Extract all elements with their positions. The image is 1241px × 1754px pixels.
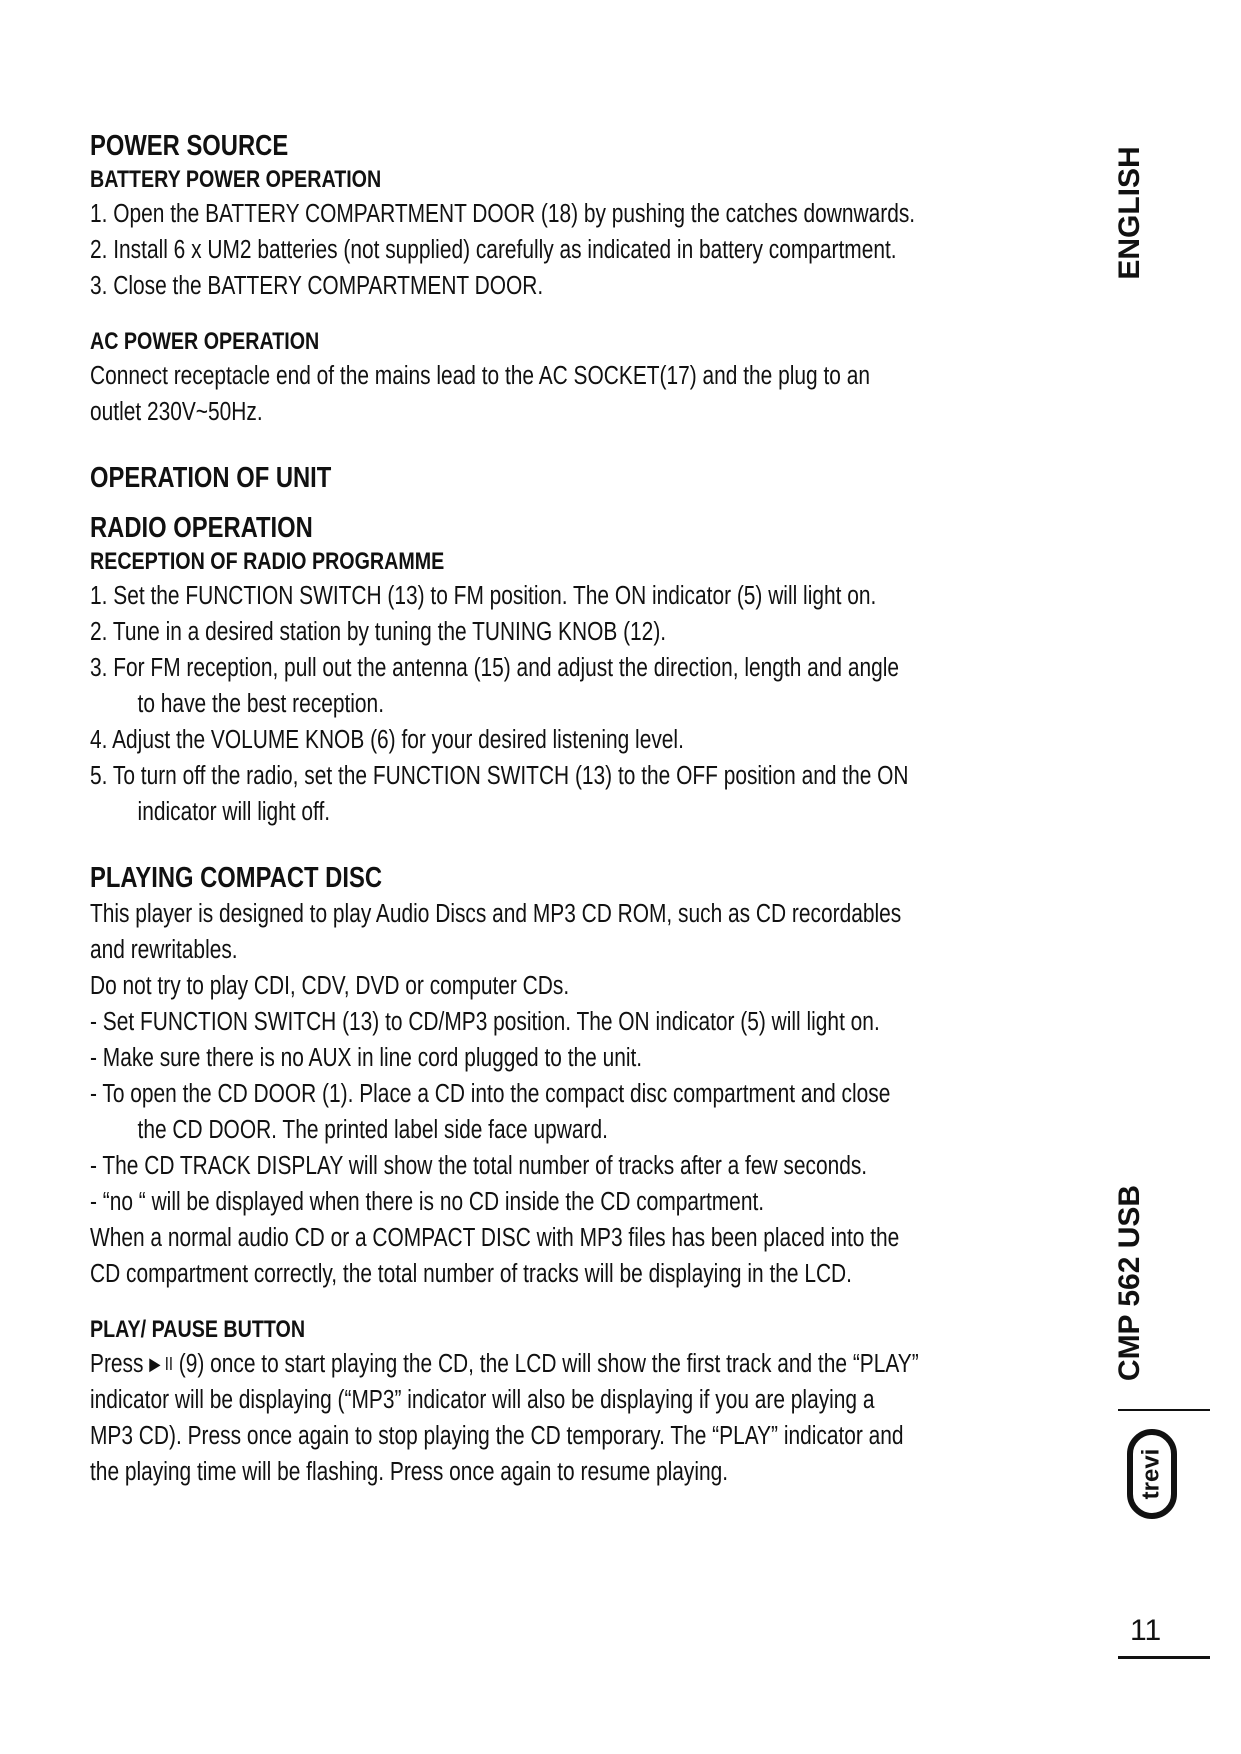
list-item: 1. Open the BATTERY COMPARTMENT DOOR (18) by pushing the catches downwards.: [90, 200, 916, 228]
language-tab: [1112, 148, 1148, 278]
list-item: 4. Adjust the VOLUME KNOB (6) for your desired listening level.: [90, 726, 684, 754]
list-item-continuation: indicator will light off.: [137, 798, 331, 826]
brand-logo: [1126, 1428, 1178, 1520]
list-item: - Set FUNCTION SWITCH (13) to CD/MP3 position. The ON indicator (5) will light on.: [90, 1008, 880, 1036]
press-word: Press: [90, 1350, 144, 1378]
model-tab: [1112, 1178, 1148, 1388]
list-item: 3. Close the BATTERY COMPARTMENT DOOR.: [90, 272, 544, 300]
list-item: 2. Tune in a desired station by tuning the TUNING KNOB (12).: [90, 618, 667, 646]
paragraph-line: CD compartment correctly, the total number of tracks will be displaying in the LCD.: [90, 1260, 852, 1288]
press-rest: (9) once to start playing the CD, the LCD will show the first track and the “PLAY”: [178, 1350, 919, 1378]
heading-power-source: POWER SOURCE: [90, 130, 289, 162]
paragraph-line: outlet 230V~50Hz.: [90, 398, 263, 426]
paragraph-line: When a normal audio CD or a COMPACT DISC with MP3 files has been placed into the: [90, 1224, 900, 1252]
page-number: 11: [1130, 1614, 1162, 1647]
list-item-continuation: the CD DOOR. The printed label side face upward.: [137, 1116, 608, 1144]
list-item-continuation: to have the best reception.: [137, 690, 385, 718]
divider: [1118, 1409, 1210, 1411]
list-item: 1. Set the FUNCTION SWITCH (13) to FM position. The ON indicator (5) will light on.: [90, 582, 877, 610]
list-item: - To open the CD DOOR (1). Place a CD into the compact disc compartment and close: [90, 1080, 891, 1108]
heading-ac-power: AC POWER OPERATION: [90, 328, 320, 355]
list-item: 3. For FM reception, pull out the antenna (15) and adjust the direction, length and angle: [90, 654, 900, 682]
paragraph-line: MP3 CD). Press once again to stop playing the CD temporary. The “PLAY” indicator and: [90, 1422, 904, 1450]
trevi-logo-icon: [1126, 1428, 1178, 1520]
list-item: - “no “ will be displayed when there is no CD inside the CD compartment.: [90, 1188, 765, 1216]
paragraph-line: This player is designed to play Audio Discs and MP3 CD ROM, such as CD recordables: [90, 900, 902, 928]
paragraph-line: [90, 1346, 919, 1382]
paragraph-line: the playing time will be flashing. Press once again to resume playing.: [90, 1458, 729, 1486]
paragraph-line: Connect receptacle end of the mains lead to the AC SOCKET(17) and the plug to an: [90, 362, 870, 390]
heading-reception: RECEPTION OF RADIO PROGRAMME: [90, 548, 445, 575]
heading-radio-operation: RADIO OPERATION: [90, 512, 313, 544]
svg-text:trevi: trevi: [1137, 1448, 1165, 1500]
heading-battery-power: BATTERY POWER OPERATION: [90, 166, 382, 193]
heading-playing-cd: PLAYING COMPACT DISC: [90, 862, 382, 894]
model-label: CMP 562 USB: [1113, 1184, 1146, 1382]
heading-play-pause: PLAY/ PAUSE BUTTON: [90, 1316, 306, 1343]
language-label: ENGLISH: [1113, 146, 1146, 280]
list-item: - Make sure there is no AUX in line cord plugged to the unit.: [90, 1044, 643, 1072]
list-item: 5. To turn off the radio, set the FUNCTION SWITCH (13) to the OFF position and the ON: [90, 762, 909, 790]
divider: [1118, 1656, 1210, 1659]
list-item: 2. Install 6 x UM2 batteries (not supplied) carefully as indicated in battery compartment.: [90, 236, 897, 264]
paragraph-line: Do not try to play CDI, CDV, DVD or computer CDs.: [90, 972, 570, 1000]
heading-operation-of-unit: OPERATION OF UNIT: [90, 462, 332, 494]
manual-page: [90, 128, 1080, 1490]
paragraph-line: and rewritables.: [90, 936, 238, 964]
list-item: - The CD TRACK DISPLAY will show the total number of tracks after a few seconds.: [90, 1152, 868, 1180]
play-pause-icon: ▶ II: [149, 1354, 173, 1374]
paragraph-line: indicator will be displaying (“MP3” indicator will also be displaying if you are playing a: [90, 1386, 875, 1414]
